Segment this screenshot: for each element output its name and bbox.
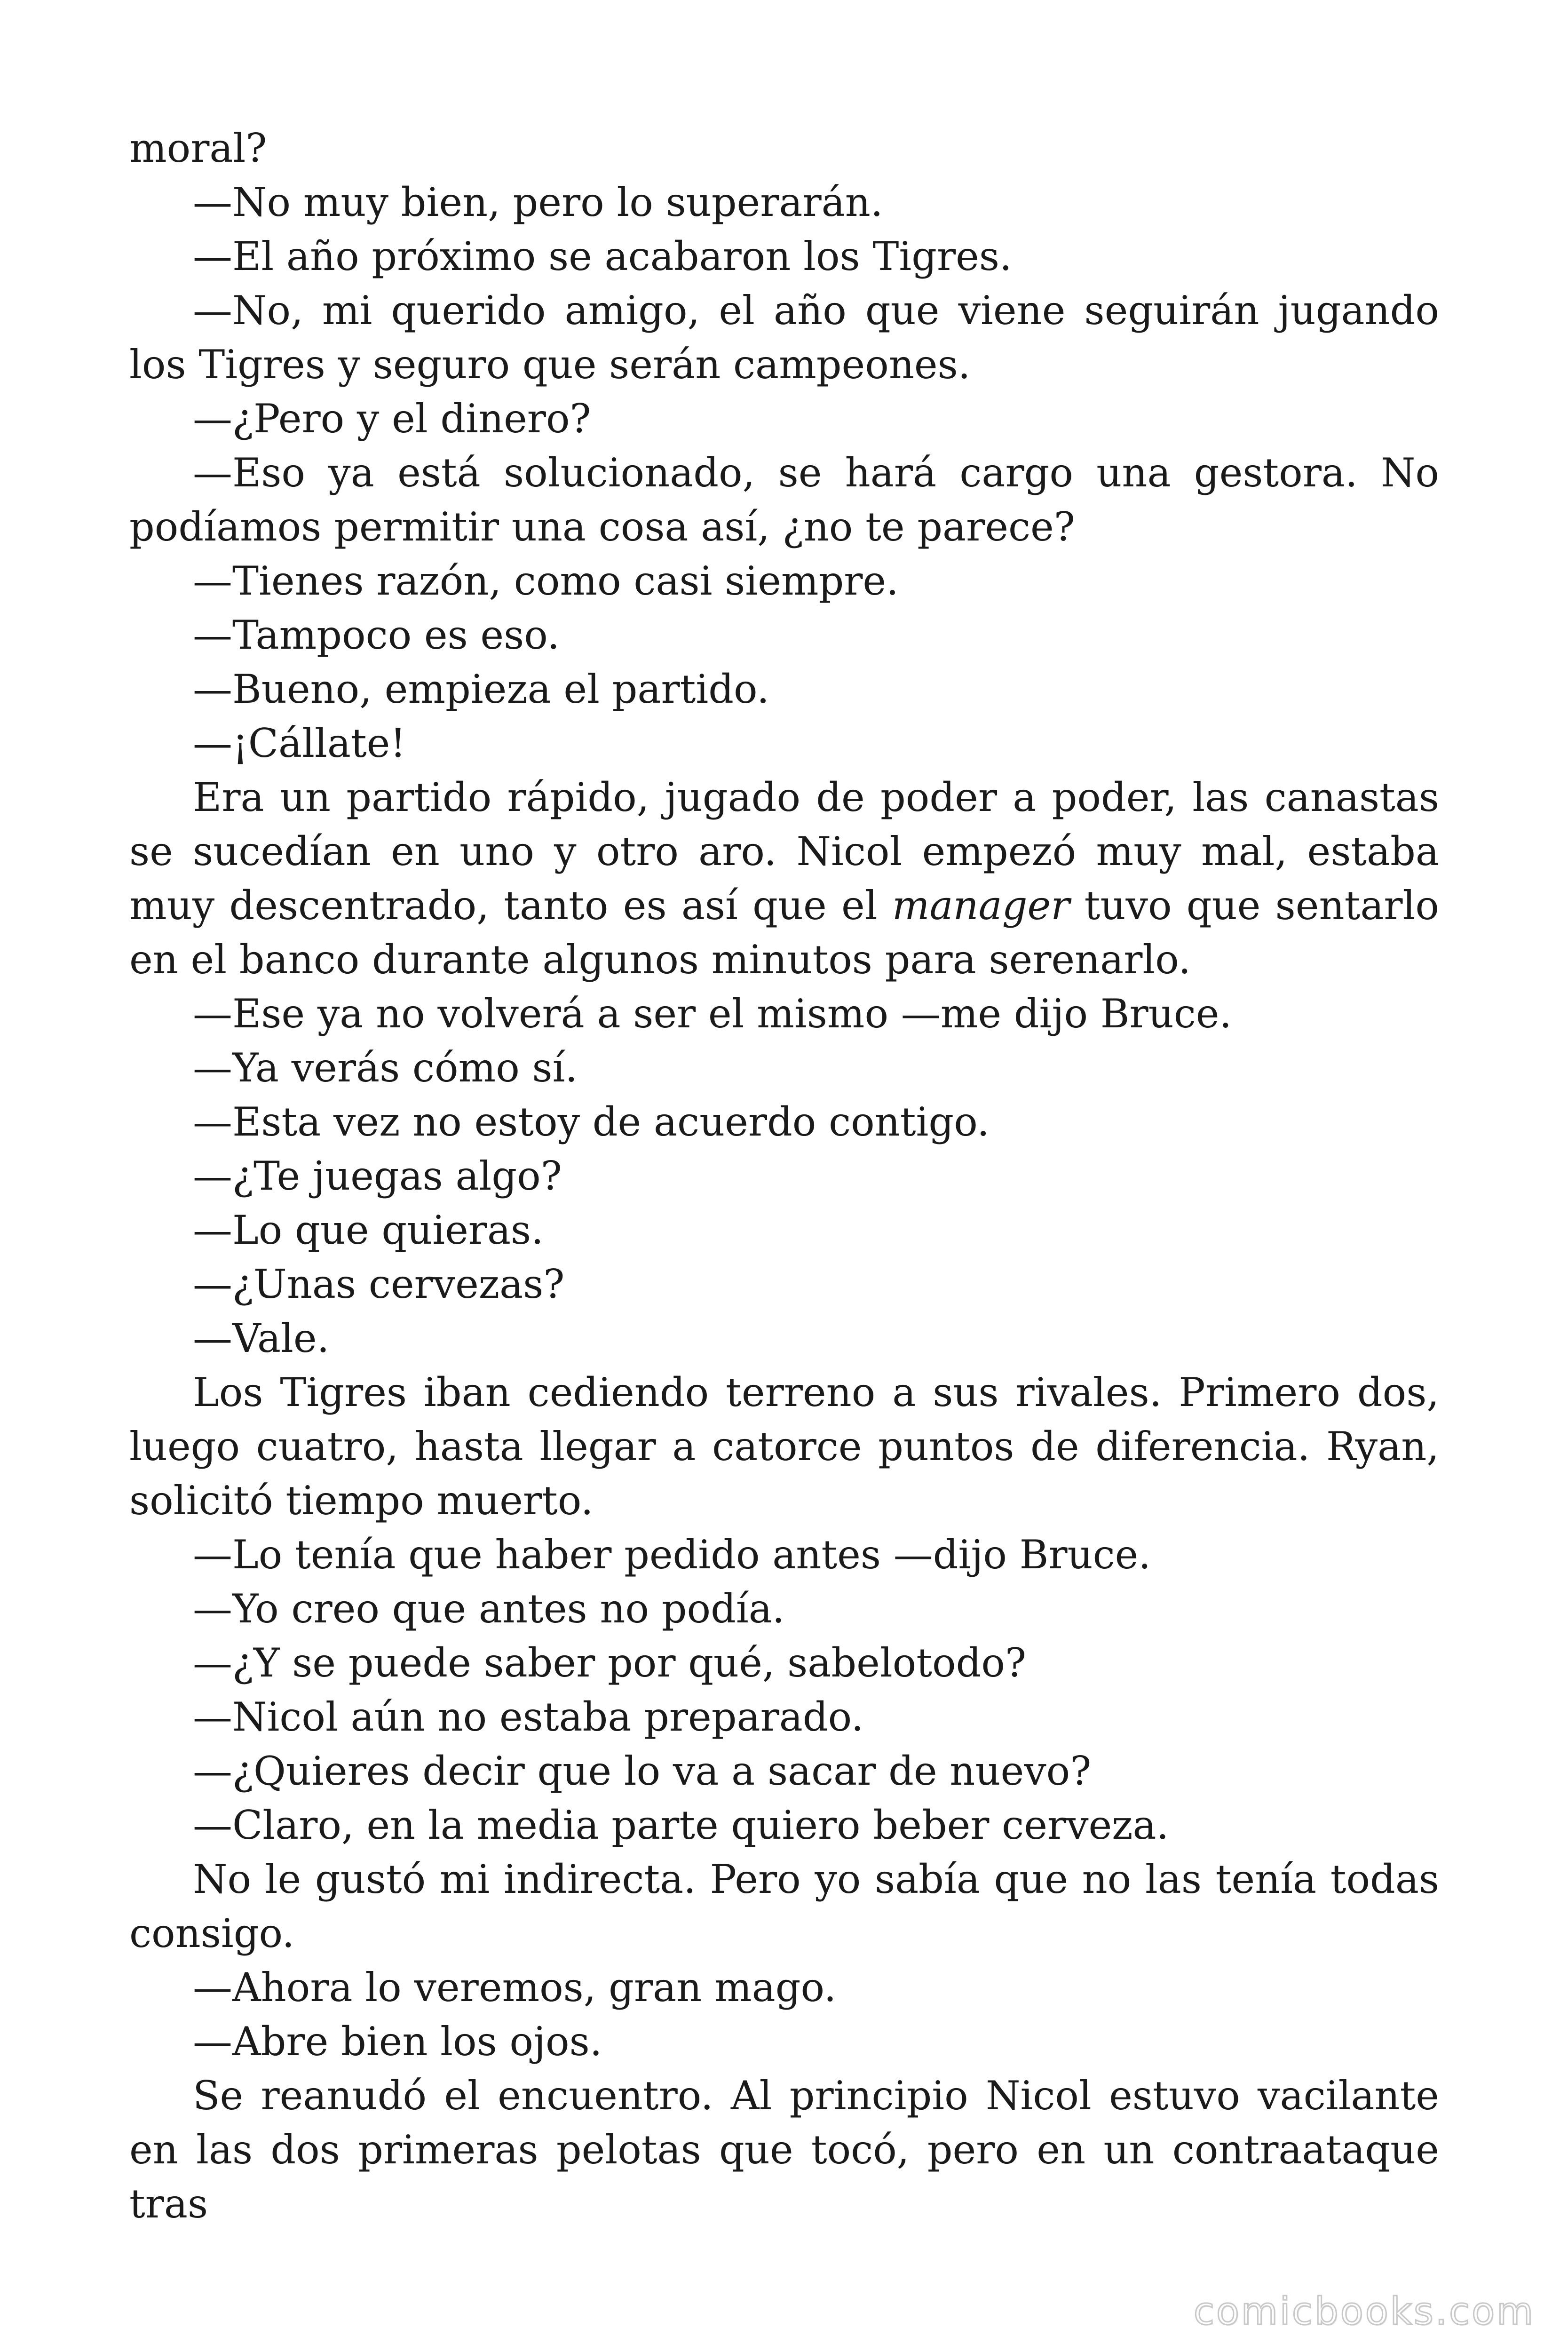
paragraph: Los Tigres iban cediendo terreno a sus rivales. Primero dos, luego cuatro, hasta llegar a catorce puntos de diferencia. Ryan, solicitó tiempo muerto. — [129, 1369, 1439, 1524]
paragraph: —¡Cállate! — [193, 720, 406, 766]
paragraph: —Ya verás cómo sí. — [193, 1045, 578, 1091]
paragraph: —Abre bien los ojos. — [193, 2018, 602, 2065]
paragraph: Se reanudó el encuentro. Al principio Nicol estuvo vacilante en las dos primeras pelotas que tocó, pero en un contraataque tras — [129, 2073, 1439, 2227]
paragraph: —¿Te juegas algo? — [193, 1153, 562, 1199]
paragraph: —Ese ya no volverá a ser el mismo —me dijo Bruce. — [193, 991, 1232, 1037]
paragraph: —Nicol aún no estaba preparado. — [193, 1694, 864, 1740]
paragraph: moral? — [129, 125, 267, 171]
paragraph-text-after: tuvo que sentarlo en el banco durante algunos minutos para serenarlo. — [129, 882, 1439, 983]
paragraph: —No muy bien, pero lo superarán. — [193, 179, 883, 225]
paragraph-text-before: Era un partido rápido, jugado de poder a poder, las canastas se sucedían en uno y otro aro. Nicol empezó muy mal, estaba muy descentrado, tanto es así que el — [129, 774, 1439, 929]
paragraph-with-italic — [129, 771, 1439, 987]
watermark: comicbooks.com — [1193, 2289, 1535, 2333]
paragraph: —Yo creo que antes no podía. — [193, 1586, 785, 1632]
paragraph: —Claro, en la media parte quiero beber cerveza. — [193, 1802, 1169, 1848]
paragraph: —Lo que quieras. — [193, 1207, 544, 1253]
paragraph: —Eso ya está solucionado, se hará cargo una gestora. No podíamos permitir una cosa así, ¿no te parece? — [129, 450, 1439, 550]
paragraph: —No, mi querido amigo, el año que viene seguirán jugando los Tigres y seguro que serán campeones. — [129, 287, 1439, 388]
page-body-text — [129, 121, 1439, 2231]
paragraph: —Vale. — [193, 1315, 330, 1361]
paragraph: —¿Y se puede saber por qué, sabelotodo? — [193, 1640, 1026, 1686]
paragraph: —Ahora lo veremos, gran mago. — [193, 1964, 837, 2010]
paragraph: —¿Unas cervezas? — [193, 1261, 565, 1307]
paragraph: —Lo tenía que haber pedido antes —dijo Bruce. — [193, 1532, 1151, 1578]
paragraph: —Bueno, empieza el partido. — [193, 666, 769, 712]
paragraph: —Esta vez no estoy de acuerdo contigo. — [193, 1099, 990, 1145]
paragraph: —¿Quieres decir que lo va a sacar de nuevo? — [193, 1748, 1092, 1794]
paragraph: —Tampoco es eso. — [193, 612, 560, 658]
paragraph: No le gustó mi indirecta. Pero yo sabía que no las tenía todas consigo. — [129, 1856, 1439, 1956]
paragraph: —Tienes razón, como casi siempre. — [193, 558, 899, 604]
paragraph: —El año próximo se acabaron los Tigres. — [193, 233, 1012, 279]
paragraph: —¿Pero y el dinero? — [193, 396, 591, 442]
italic-word-manager: manager — [892, 882, 1070, 929]
